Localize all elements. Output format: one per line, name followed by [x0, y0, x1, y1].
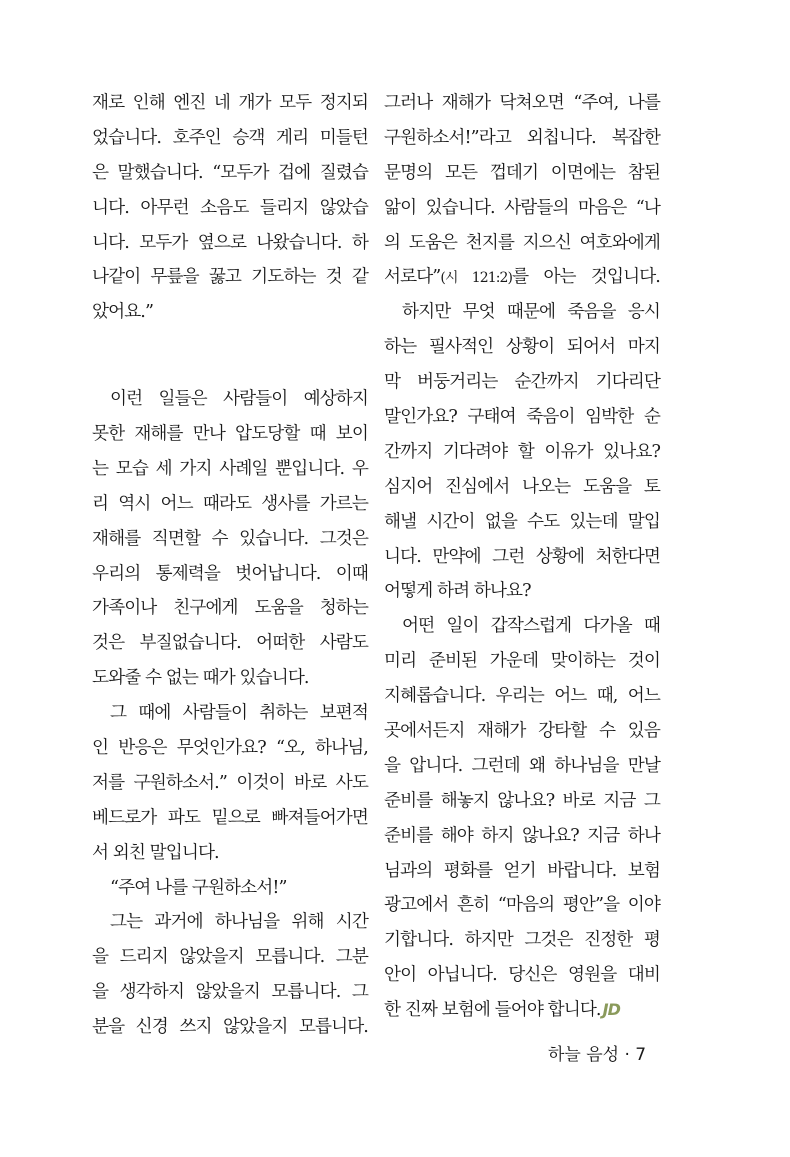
text-line: 간까지 기다려야 할 이유가 있나요?	[384, 441, 660, 462]
right-column	[384, 86, 660, 1028]
text-line: 도와줄 수 없는 때가 있습니다.	[92, 668, 309, 689]
text-line: 말인가요? 구태여 죽음이 임박한 순	[384, 407, 660, 428]
text-segment: 를 아는 것입니다.	[512, 267, 660, 288]
text-line: 어떻게 하려 하나요?	[384, 581, 531, 602]
text-line: 니다. 아무런 소음도 들리지 않았습	[92, 197, 368, 218]
text-line: 그 때에 사람들이 취하는 보편적	[110, 703, 368, 724]
text-line: 는 모습 세 가지 사례일 뿐입니다. 우	[92, 458, 368, 479]
text-line: 님과의 평화를 얻기 바랍니다. 보험	[384, 860, 660, 881]
text-line: 지혜롭습니다. 우리는 어느 때, 어느	[384, 686, 660, 707]
text-line: 준비를 해야 하지 않나요? 지금 하나	[384, 825, 660, 846]
text-line: 그러나 재해가 닥쳐오면 “주여, 나를	[384, 93, 660, 113]
text-line: 니다. 모두가 옆으로 나왔습니다. 하	[92, 232, 368, 253]
text-line	[384, 260, 660, 295]
text-line: 하지만 무엇 때문에 죽음을 응시	[402, 302, 660, 323]
text-segment: 한 진짜 보험에 들어야 합니다.	[384, 1000, 601, 1021]
text-line: 것은 부질없습니다. 어떠한 사람도	[92, 633, 368, 654]
left-column	[92, 86, 368, 1045]
text-line: 베드로가 파도 밑으로 빠져들어가면	[92, 807, 368, 828]
text-line: 서 외친 말입니다.	[92, 842, 219, 863]
text-line: 기합니다. 하지만 그것은 진정한 평	[384, 930, 660, 951]
text-line: 재로 인해 엔진 네 개가 모두 정지되	[92, 93, 368, 113]
text-line	[384, 993, 660, 1028]
text-line: “주여 나를 구원하소서!”	[110, 877, 287, 898]
text-line: 어떤 일이 갑작스럽게 다가올 때	[402, 616, 660, 637]
text-line: 이런 일들은 사람들이 예상하지	[110, 389, 368, 410]
text-line: 못한 재해를 만나 압도당할 때 보이	[92, 424, 368, 445]
text-line: 재해를 직면할 수 있습니다. 그것은	[92, 528, 368, 549]
text-line: 하는 필사적인 상황이 되어서 마지	[384, 337, 660, 358]
text-line: 앎이 있습니다. 사람들의 마음은 “나	[384, 197, 660, 218]
text-line: 저를 구원하소서.” 이것이 바로 사도	[92, 772, 368, 793]
text-line: 문명의 모든 껍데기 이면에는 참된	[384, 162, 660, 183]
paragraph-gap	[92, 365, 368, 382]
text-line: 그는 과거에 하나님을 위해 시간	[110, 912, 368, 933]
text-line: 분을 신경 쓰지 않았을지 모릅니다.	[92, 1017, 368, 1038]
text-line: 가족이나 친구에게 도움을 청하는	[92, 598, 368, 619]
text-line: 을 압니다. 그런데 왜 하나님을 만날	[384, 755, 660, 776]
text-line: 을 생각하지 않았을지 모릅니다. 그	[92, 982, 368, 1003]
text-line: 미리 준비된 가운데 맞이하는 것이	[384, 651, 660, 672]
text-segment: 서로다”	[384, 267, 441, 288]
text-line: 인 반응은 무엇인가요? “오, 하나님,	[92, 738, 368, 759]
text-line: 곳에서든지 재해가 강타할 수 있음	[384, 721, 660, 742]
text-line: 었습니다. 호주인 승객 게리 미들턴	[92, 127, 368, 148]
scripture-reference: (시 121:2)	[440, 270, 513, 287]
text-line: 았어요.”	[92, 302, 154, 323]
text-line: 을 드리지 않았을지 모릅니다. 그분	[92, 947, 368, 968]
text-line: 막 버둥거리는 순간까지 기다리단	[384, 372, 660, 393]
text-line: 의 도움은 천지를 지으신 여호와에게	[384, 232, 660, 253]
text-line: 구원하소서!”라고 외칩니다. 복잡한	[384, 127, 660, 148]
text-line: 심지어 진심에서 나오는 도움을 토	[384, 476, 660, 497]
text-line: 니다. 만약에 그런 상황에 처한다면	[384, 546, 660, 567]
page-footer: 하늘 음성 · 7	[548, 1045, 647, 1065]
text-line: 우리의 통제력을 벗어납니다. 이때	[92, 563, 368, 584]
text-line: 리 역시 어느 때라도 생사를 가르는	[92, 493, 368, 514]
end-mark-logo: JD	[602, 1000, 620, 1020]
text-line: 광고에서 흔히 “마음의 평안”을 이야	[384, 895, 660, 916]
text-line: 은 말했습니다. “모두가 겁에 질렸습	[92, 162, 368, 183]
text-line: 안이 아닙니다. 당신은 영원을 대비	[384, 965, 660, 986]
paragraph-gap	[92, 330, 368, 365]
text-line: 나같이 무릎을 꿇고 기도하는 것 같	[92, 267, 368, 288]
text-line: 준비를 해놓지 않나요? 바로 지금 그	[384, 790, 660, 811]
text-line: 해낼 시간이 없을 수도 있는데 말입	[384, 511, 660, 532]
